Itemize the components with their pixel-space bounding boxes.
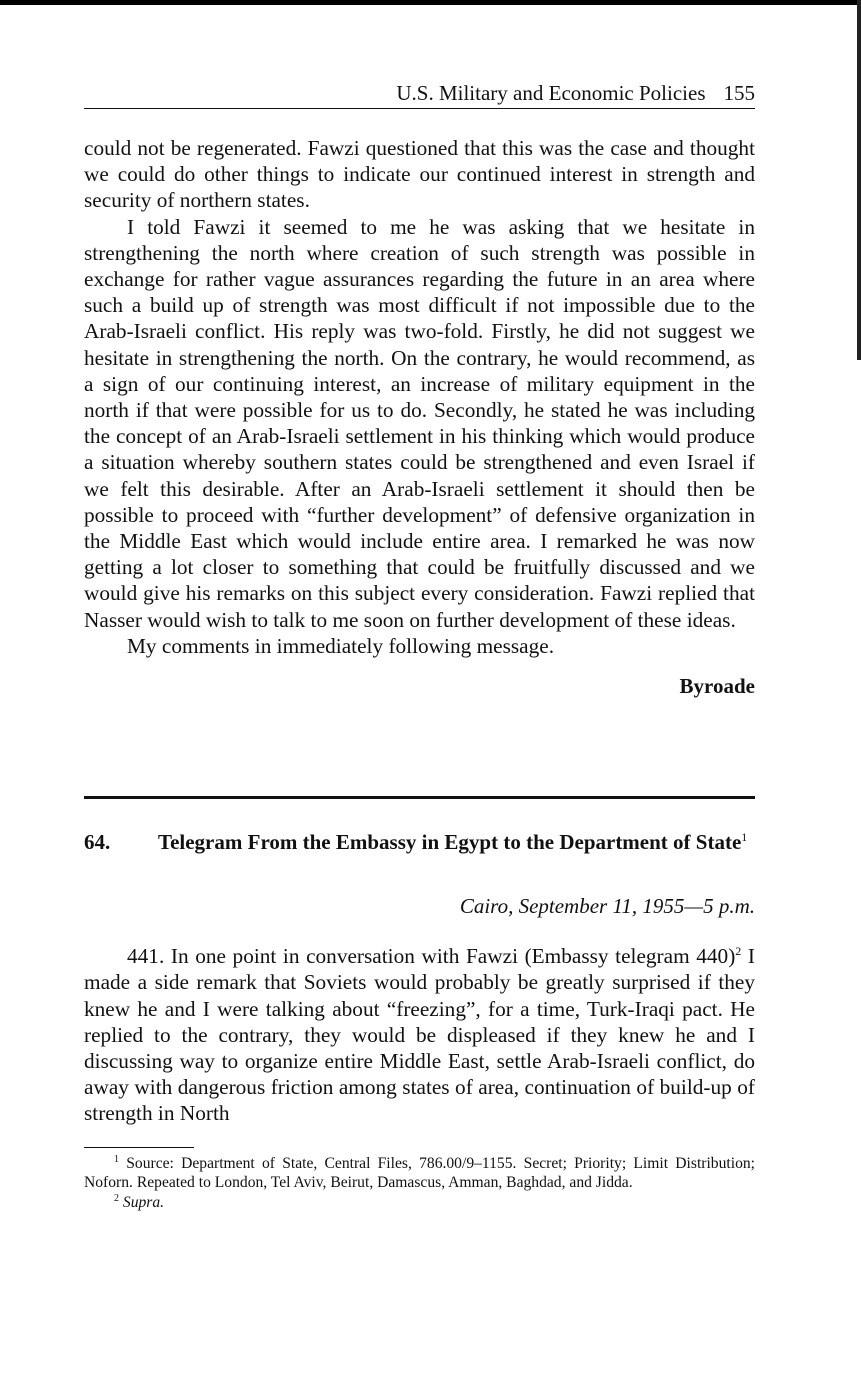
running-head [84,80,755,109]
page-right-edge [857,0,861,360]
document-number: 64. [84,830,111,855]
document-title-text: Telegram From the Embassy in Egypt to the Department of State [158,830,742,855]
page-number: 155 [723,81,755,105]
footnote-ref[interactable]: 1 [741,830,748,845]
paragraph [84,943,755,1126]
paragraph: My comments in immediately following message. [127,633,555,658]
telegram-body [84,943,755,1126]
footnote-text: Source: Department of State, Central Files, 786.00/9–1155. Secret; Priority; Limit Distribution; Noforn. Repeated to London, Tel Aviv, Beirut, Damascus, Amman, Baghdad, and Jidda. [84,1154,755,1192]
paragraph: could not be regenerated. Fawzi questioned that this was the case and thought we could do other things to indicate our continued interest in strength and security of northern states. [84,136,755,213]
running-head-title: U.S. Military and Economic Policies [396,81,706,105]
paragraph-rest: I made a side remark that Soviets would probably be greatly surprised if they knew he and I were talking about “freezing”, for a time, Turk-Iraqi pact. He replied to the contrary, they would be displeased if they knew he and I discussing way to organize entire Middle East, settle Arab-Israeli conflict, do away with dangerous friction among states of area, continuation of build-up of strength in North [84,944,755,1126]
page [84,80,755,1212]
paragraph: I told Fawzi it seemed to me he was asking that we hesitate in strengthening the north where creation of such strength was possible in exchange for rather vague assurances regarding the future in an area where such a build up of strength was most difficult if not impossible due to the Arab-Israeli conflict. His reply was two-fold. Firstly, he did not suggest we hesitate in strengthening the north. On the contrary, he would recommend, as a sign of our continuing interest, an increase of military equipment in the north if that were possible for us to do. Secondly, he stated he was including the concept of an Arab-Israeli settlement in his thinking which would produce a situation whereby southern states could be strengthened and even Israel if we felt this desirable. After an Arab-Israeli settlement it should then be possible to proceed with “further development” of defensive organization in the Middle East which would include entire area. I remarked he was now getting a lot closer to something that could be fruitfully discussed and we would give his remarks on this subject every consideration. Fawzi replied that Nasser would wish to talk to me soon on further development of these ideas. [84,214,755,632]
paragraph-lead: 441. In one point in conversation with Fawzi (Embassy telegram 440) [127,944,736,969]
page-top-edge [0,0,861,5]
signature: Byroade [679,674,755,699]
dateline: Cairo, September 11, 1955—5 p.m. [459,894,755,919]
continued-telegram [84,135,755,699]
footnotes [84,1154,755,1213]
document-heading [84,829,755,856]
footnote-ref[interactable]: 2 [735,944,742,959]
footnote-marker: 2 [114,1192,119,1204]
footnote [84,1154,755,1193]
section-rule [84,796,755,799]
footnote [84,1193,755,1213]
footnote-text: Supra. [122,1193,165,1211]
footnote-marker: 1 [114,1153,119,1165]
footnote-rule [84,1147,194,1148]
document-title [158,829,755,856]
